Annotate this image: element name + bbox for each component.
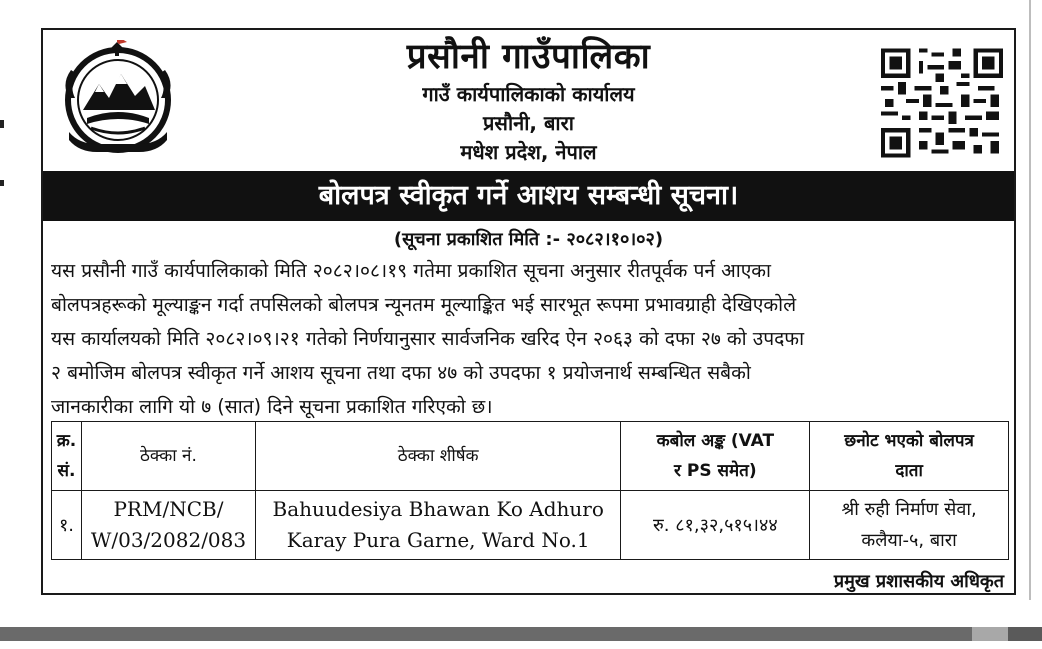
table-header-row — [52, 422, 1009, 491]
notice-title-banner: बोलपत्र स्वीकृत गर्ने आशय सम्बन्धी सूचना। — [43, 171, 1014, 221]
nepal-government-emblem-icon — [57, 40, 179, 158]
page-edge-mark — [0, 120, 4, 128]
contract-title-line2: Karay Pura Garne, Ward No.1 — [286, 528, 590, 552]
contract-title-line1: Bahuudesiya Bhawan Ko Adhuro — [272, 497, 604, 521]
body-line: २ बमोजिम बोलपत्र स्वीकृत गर्ने आशय सूचना तथा दफा ४७ को उपदफा १ प्रयोजनार्थ सम्बन्धित सबैको — [51, 361, 751, 384]
qr-code-icon[interactable] — [881, 48, 1003, 158]
notice-frame — [41, 28, 1016, 595]
body-line: जानकारीका लागि यो ७ (सात) दिने सूचना प्रकाशित गरिएको छ। — [51, 395, 493, 418]
cell-serial: १. — [52, 491, 82, 560]
office-location: प्रसौनी, बारा — [483, 111, 574, 135]
header-bid-amount-line2: र PS समेत) — [674, 461, 757, 481]
body-line: बोलपत्रहरूको मूल्याङ्कन गर्दा तपसिलको बोलपत्र न्यूनतम मूल्याङ्कित भई सारभूत रूपमा प्रभावग्राही देखिएकोले — [51, 293, 797, 316]
cell-contract-title — [255, 491, 621, 560]
page-edge-rule — [1029, 0, 1031, 600]
header-bid-amount-line1: कबोल अङ्क (VAT — [656, 431, 775, 451]
header-contract-title: ठेक्का शीर्षक — [255, 422, 621, 491]
body-line: यस प्रसौनी गाउँ कार्यपालिकाको मिति २०८२।०८।१९ गतेमा प्रकाशित सूचना अनुसार रीतपूर्वक पर्न आएका — [51, 259, 772, 282]
contract-no-line2: W/03/2082/083 — [90, 528, 247, 552]
signatory-title: प्रमुख प्रशासकीय अधिकृत — [833, 571, 1004, 592]
cell-bid-amount: रु. ८१,३२,५१५।४४ — [621, 491, 810, 560]
bottom-strip-light — [972, 627, 1008, 641]
contract-no-line1: PRM/NCB/ — [113, 497, 224, 521]
header-bid-amount — [621, 422, 810, 491]
office-name: गाउँ कार्यपालिकाको कार्यालय — [422, 82, 635, 106]
office-province: मधेश प्रदेश, नेपाल — [460, 140, 597, 164]
notice-body — [51, 254, 1006, 424]
bidder-line2: कलैया-५, बारा — [861, 530, 957, 551]
table-row — [52, 491, 1009, 560]
body-line: यस कार्यालयको मिति २०८२।०९।२१ गतेको निर्णयानुसार सार्वजनिक खरिद ऐन २०६३ को दफा २७ को उपदफा — [51, 327, 805, 350]
header-serial-line1: क्र. — [56, 431, 77, 451]
header-contract-no: ठेक्का नं. — [81, 422, 255, 491]
header-serial-line2: सं. — [57, 461, 76, 481]
letterhead — [183, 34, 874, 167]
publication-date: (सूचना प्रकाशित मिति :- २०८२।१०।०२) — [393, 229, 664, 250]
municipality-name: प्रसौनी गाउँपालिका — [406, 37, 651, 77]
header-serial — [52, 422, 82, 491]
header-selected-bidder — [810, 422, 1009, 491]
header-bidder-line1: छनोट भएको बोलपत्र — [844, 431, 974, 451]
bottom-strip-end — [1008, 627, 1042, 641]
cell-contract-no — [81, 491, 255, 560]
bidder-line1: श्री रुही निर्माण सेवा, — [841, 499, 977, 520]
cell-selected-bidder — [810, 491, 1009, 560]
bottom-strip — [0, 627, 1042, 641]
contract-table — [51, 421, 1009, 560]
header-bidder-line2: दाता — [895, 461, 923, 481]
page-edge-mark — [0, 180, 4, 186]
